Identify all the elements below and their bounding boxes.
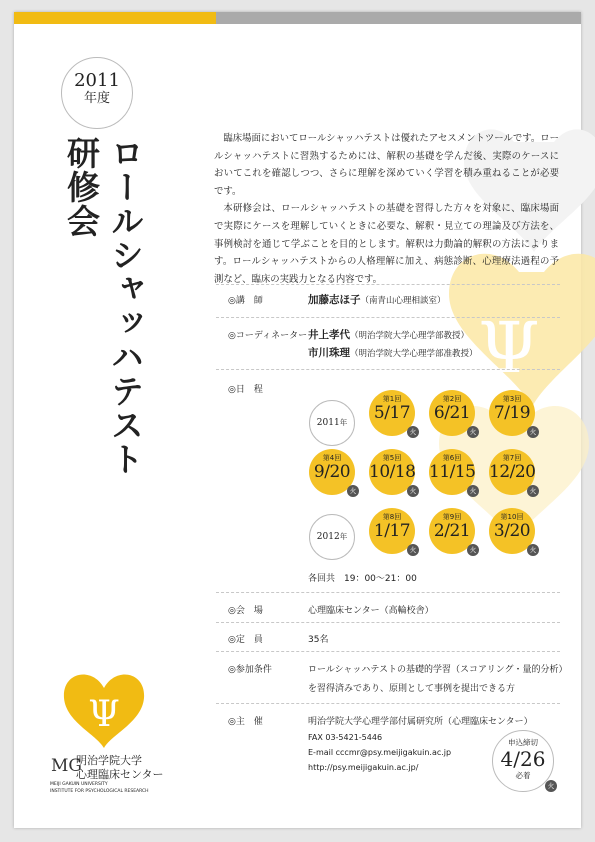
session-number: 第5回 <box>382 454 402 462</box>
divider <box>216 622 560 623</box>
year-2012-circle <box>309 514 355 560</box>
year-suffix: 年度 <box>83 91 110 106</box>
session-number: 第1回 <box>382 395 402 403</box>
coordinator-1 <box>308 327 469 342</box>
coordinator-2-affiliation: （明治学院大学心理学部准教授） <box>350 349 478 359</box>
session-weekday: 火 <box>467 426 479 438</box>
session-weekday: 火 <box>527 485 539 497</box>
schedule-label: ◎日 程 <box>228 385 263 395</box>
conditions-line-1: ロールシャッハテストの基礎的学習（スコアリング・量的分析） <box>308 665 568 675</box>
session-date: 2/21 <box>433 521 471 541</box>
host-label: ◎主 催 <box>228 717 263 727</box>
session-date: 11/15 <box>429 462 476 482</box>
session-weekday: 火 <box>347 485 359 497</box>
session-weekday: 火 <box>407 544 419 556</box>
session-weekday: 火 <box>407 485 419 497</box>
venue: 心理臨床センター（高輪校舎） <box>308 606 434 616</box>
psi-heart-logo <box>62 670 146 750</box>
coordinator-2 <box>308 345 478 360</box>
capacity-label: ◎定 員 <box>228 635 263 645</box>
psi-symbol: Ψ <box>88 694 120 735</box>
session-number: 第2回 <box>442 395 462 403</box>
session-number: 第8回 <box>382 513 402 521</box>
intro-text <box>214 130 559 288</box>
year-2011-suffix: 年 <box>339 418 348 427</box>
coordinator-label: ◎コーディネーター <box>228 331 308 341</box>
logo-name-1: 明治学院大学 <box>76 754 142 767</box>
session-date: 1/17 <box>373 521 411 541</box>
session-date: 10/18 <box>369 462 416 482</box>
intro-paragraph-2: 本研修会は、ロールシャッハテストの基礎を習得した方々を対象に、臨床場面で実際にケースを理解していくときに必要な、解釈・見立ての理論及び方法を、事例検討を通じて学ぶことを目的とします。解釈は力動論的解釈の方法によります。ロールシャッハテストからの人格理解に加え、病態診断、心理療法過程の予測など、臨床の実践力となる内容です。 <box>214 203 559 285</box>
lecturer-label: ◎講 師 <box>228 296 263 306</box>
session-time: 各回共 19：00～21：00 <box>308 574 417 584</box>
session-weekday: 火 <box>407 426 419 438</box>
session-date: 7/19 <box>493 403 531 423</box>
session-number: 第10回 <box>500 513 524 521</box>
host: 明治学院大学心理学部付属研究所（心理臨床センター） <box>308 717 533 727</box>
deadline-date: 4/26 <box>500 747 546 771</box>
divider <box>216 284 560 285</box>
website-link[interactable]: http://psy.meijigakuin.ac.jp/ <box>308 763 419 772</box>
mg-monogram-icon <box>50 754 82 776</box>
session-number: 第4回 <box>322 454 342 462</box>
title-sub: 研修会 <box>62 136 101 238</box>
venue-label: ◎会 場 <box>228 606 263 616</box>
year-badge <box>61 57 133 129</box>
session-number: 第3回 <box>502 395 522 403</box>
intro-paragraph-1: 臨床場面においてロールシャッハテストは優れたアセスメントツールです。ロールシャッハテストに習熟するためには、解釈の基礎を学んだ後、実際のケースにおいてこれを確認しつつ、さらに理解を深めていく学習を積み重ねることが必要です。 <box>214 133 559 197</box>
lecturer <box>308 292 446 307</box>
svg-text:MG: MG <box>51 756 82 776</box>
logo-name-2: 心理臨床センター <box>76 768 164 781</box>
deadline-heading: 申込締切 <box>508 738 538 747</box>
session-weekday: 火 <box>527 544 539 556</box>
session-weekday: 火 <box>467 544 479 556</box>
title-main: ロールシャッハテスト <box>106 136 145 476</box>
divider <box>216 703 560 704</box>
coordinator-1-name: 井上孝代 <box>308 329 350 341</box>
session-date: 9/20 <box>313 462 351 482</box>
divider <box>216 651 560 652</box>
session-date: 3/20 <box>493 521 531 541</box>
year-2012-suffix: 年 <box>339 532 348 541</box>
top-bar-gray <box>216 12 581 24</box>
deadline-weekday: 火 <box>545 780 557 792</box>
coordinator-2-name: 市川珠理 <box>308 347 350 359</box>
deadline-note: 必着 <box>515 771 531 780</box>
conditions-label: ◎参加条件 <box>228 665 272 675</box>
session-number: 第7回 <box>502 454 522 462</box>
divider <box>216 317 560 318</box>
email-link[interactable]: E-mail cccmr@psy.meijigakuin.ac.jp <box>308 748 452 757</box>
session-weekday: 火 <box>467 485 479 497</box>
year-2011: 2011 <box>316 418 340 428</box>
year-2012: 2012 <box>316 532 340 542</box>
year-2011-circle <box>309 400 355 446</box>
session-weekday: 火 <box>527 426 539 438</box>
year-number: 2011 <box>74 70 120 91</box>
session-number: 第6回 <box>442 454 462 462</box>
session-number: 第9回 <box>442 513 462 521</box>
lecturer-name: 加藤志ほ子 <box>308 294 361 306</box>
fax: FAX 03-5421-5446 <box>308 733 383 742</box>
session-date: 6/21 <box>433 403 471 423</box>
divider <box>216 369 560 370</box>
divider <box>216 592 560 593</box>
svg-text:Ψ: Ψ <box>478 307 540 389</box>
flyer-page <box>14 12 581 828</box>
top-bar-yellow <box>14 12 216 24</box>
lecturer-affiliation: （南青山心理相談室） <box>360 296 446 306</box>
logo-english-2: INSTITUTE FOR PSYCHOLOGICAL RESEARCH <box>50 789 149 794</box>
conditions-line-2: を習得済みであり、原則として事例を提出できる方 <box>308 684 516 694</box>
session-date: 12/20 <box>489 462 536 482</box>
session-date: 5/17 <box>373 403 411 423</box>
capacity: 35名 <box>308 635 329 645</box>
coordinator-1-affiliation: （明治学院大学心理学部教授） <box>350 331 470 341</box>
logo-english-1: MEIJI GAKUIN UNIVERSITY <box>50 782 108 787</box>
